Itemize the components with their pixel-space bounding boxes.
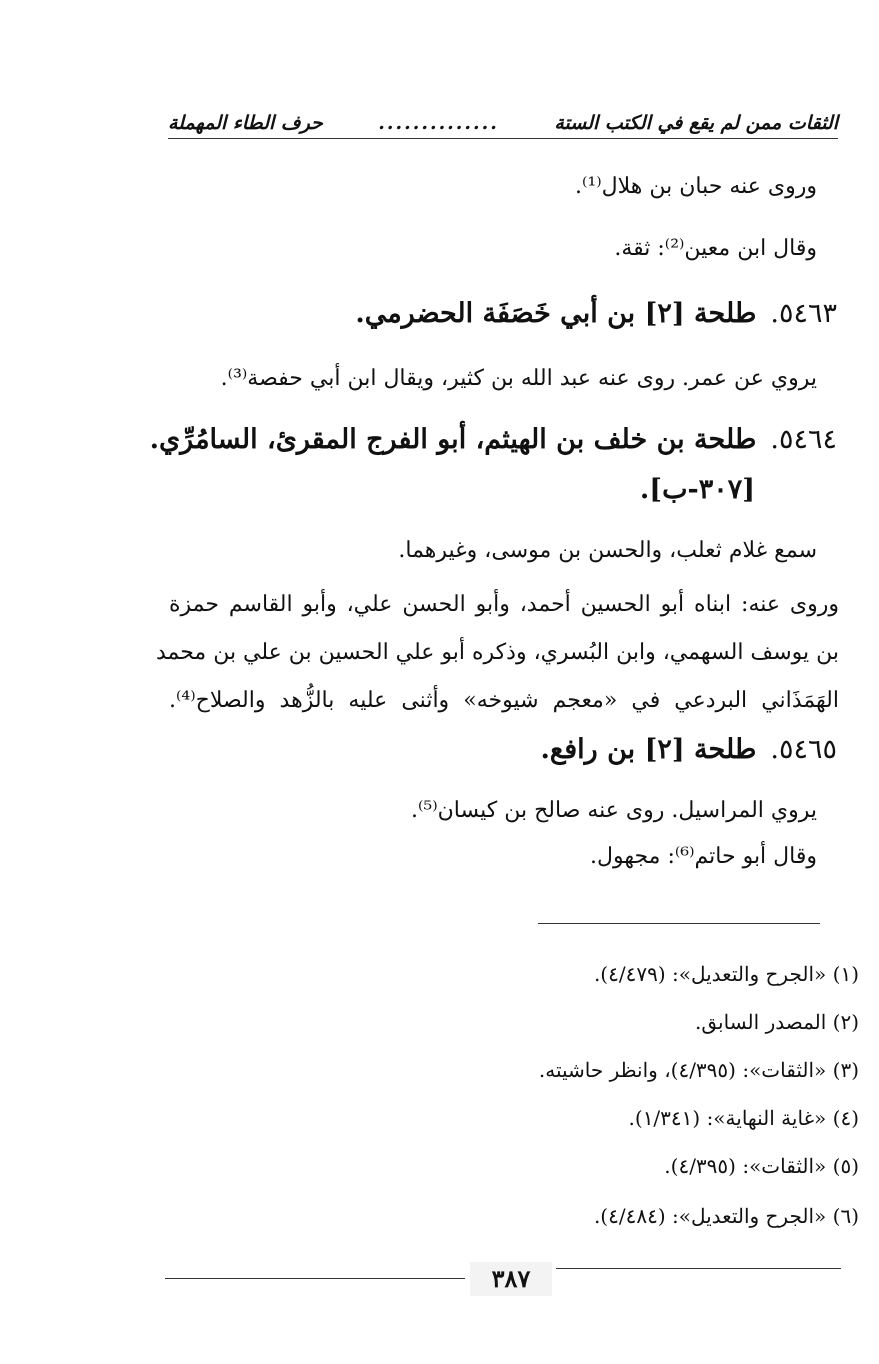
text-line: وقال أبو حاتم⁽⁶⁾: مجهول. (590, 844, 817, 869)
footnote: (٦) «الجرح والتعديل»: (٤/٤٨٤). (593, 1204, 859, 1228)
footnote: (٢) المصدر السابق. (695, 1010, 859, 1034)
footnote: (٤) «غاية النهاية»: (١/٣٤١). (628, 1106, 859, 1130)
text-line: بن يوسف السهمي، وابن البُسري، وذكره أبو علي الحسين بن علي بن محمد (155, 640, 839, 665)
header-right: الثقات ممن لم يقع في الكتب الستة (554, 112, 838, 134)
bottom-rule-left (165, 1278, 465, 1279)
footnote: (٣) «الثقات»: (٤/٣٩٥)، وانظر حاشيته. (538, 1058, 859, 1082)
entry-number: ٥٤٦٣. (770, 298, 837, 329)
text-line: وروى عنه: ابناه أبو الحسين أحمد، وأبو الحسن علي، وأبو القاسم حمزة (169, 592, 839, 617)
text-line: سمع غلام ثعلب، والحسن بن موسى، وغيرهما. (398, 538, 817, 563)
entry-number: ٥٤٦٤. (770, 424, 837, 455)
entry-heading (541, 734, 838, 765)
page-number: ٣٨٧ (470, 1262, 552, 1296)
text-line: الهَمَذَاني البردعي في «معجم شيوخه» وأثنى عليه بالزُّهد والصلاح⁽⁴⁾. (169, 688, 839, 713)
text-line: يروي عن عمر. روى عنه عبد الله بن كثير، ويقال ابن أبي حفصة⁽³⁾. (220, 366, 817, 391)
running-header (168, 112, 838, 139)
entry-title: طلحة [٢] بن رافع. (540, 734, 757, 765)
entry-heading (355, 298, 837, 329)
header-dots: .............. (378, 112, 499, 134)
entry-heading (150, 424, 837, 455)
footnote: (١) «الجرح والتعديل»: (٤/٤٧٩). (593, 962, 859, 986)
header-left: حرف الطاء المهملة (168, 112, 323, 134)
text-line: وروى عنه حبان بن هلال⁽¹⁾. (575, 174, 817, 199)
entry-number: ٥٤٦٥. (770, 734, 837, 765)
entry-title-cont: [٣٠٧-ب]. (639, 474, 755, 505)
footnote: (٥) «الثقات»: (٤/٣٩٥). (664, 1154, 859, 1178)
text-line: يروي المراسيل. روى عنه صالح بن كيسان⁽⁵⁾. (411, 798, 817, 823)
bottom-rule-right (556, 1268, 841, 1269)
entry-title: طلحة [٢] بن أبي خَصَفَة الحضرمي. (355, 298, 757, 329)
text-line: وقال ابن معين⁽²⁾: ثقة. (614, 236, 817, 261)
entry-title: طلحة بن خلف بن الهيثم، أبو الفرج المقرئ، السامُرِّي. (149, 424, 757, 455)
footnote-separator (538, 923, 820, 924)
